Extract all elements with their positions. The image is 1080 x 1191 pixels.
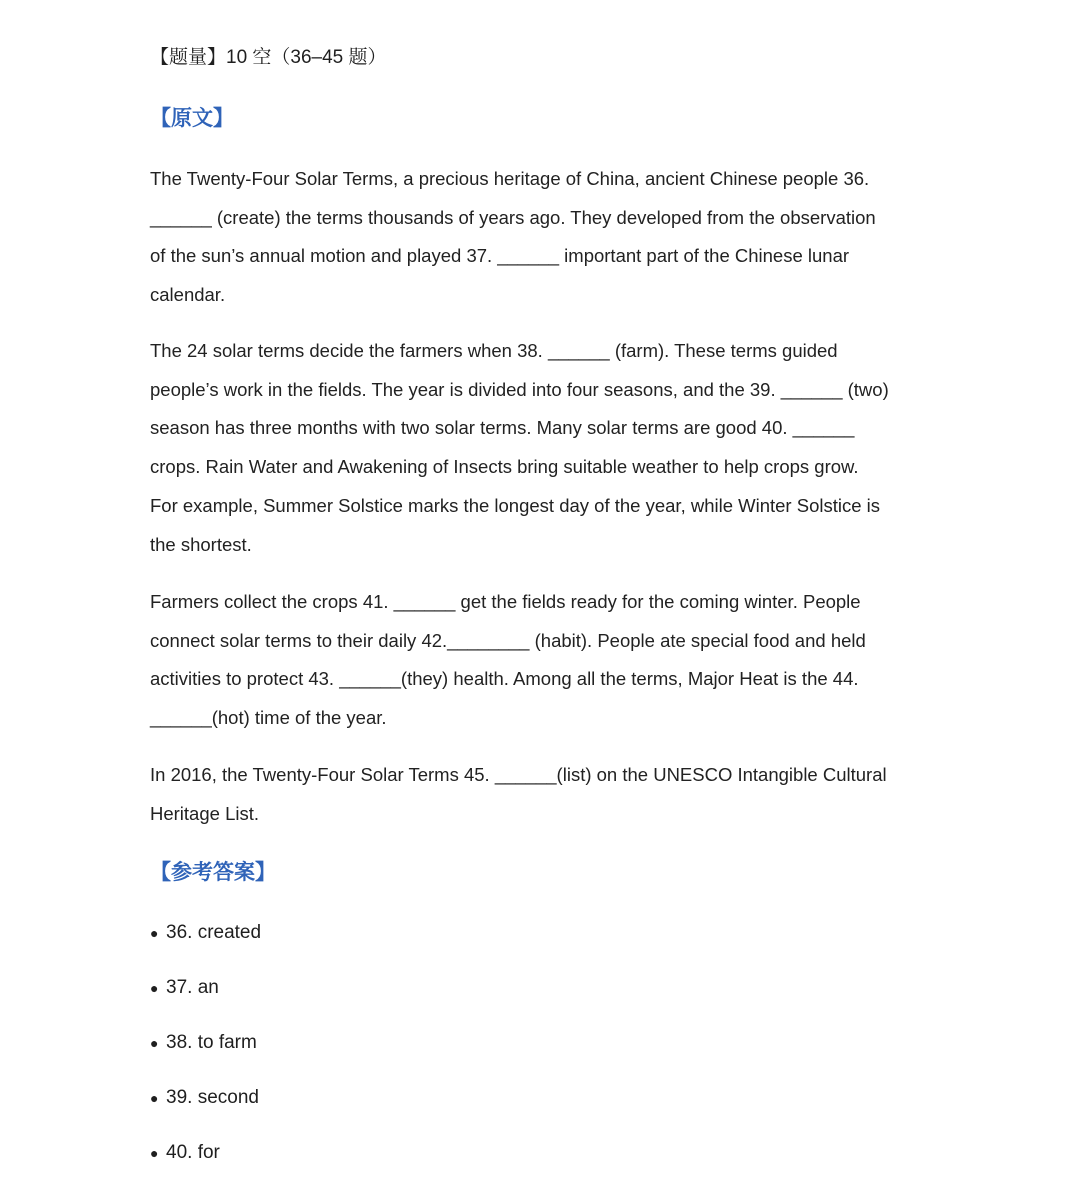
passage-line: crops. Rain Water and Awakening of Insects bring suitable weather to help crops grow. (150, 456, 859, 478)
bullet-icon: ● (150, 980, 159, 996)
answer-text: 36. created (166, 922, 262, 943)
passage-line: calendar. (150, 284, 226, 306)
passage-line: For example, Summer Solstice marks the longest day of the year, while Winter Solstice is (150, 494, 881, 516)
passage-line: of the sun’s annual motion and played 37. ______ important part of the Chinese lunar (150, 245, 850, 267)
passage-paragraph-1 (150, 160, 940, 315)
passage-paragraph-4 (150, 756, 940, 833)
passage-paragraph-2 (150, 332, 940, 564)
bullet-icon: ● (150, 1090, 159, 1106)
passage-line: The 24 solar terms decide the farmers when 38. ______ (farm). These terms guided (150, 340, 838, 361)
answer-text: 37. an (166, 977, 219, 998)
passage-line: activities to protect 43. ______(they) health. Among all the terms, Major Heat is the 44. (150, 668, 859, 690)
passage-line: ______ (create) the terms thousands of years ago. They developed from the observation (150, 206, 876, 228)
answer-list (150, 916, 261, 1191)
passage-line: ______(hot) time of the year. (150, 707, 387, 729)
passage-line: Heritage List. (150, 802, 259, 824)
bullet-icon: ● (150, 1145, 159, 1161)
passage-line: Farmers collect the crops 41. ______ get the fields ready for the coming winter. People (150, 591, 861, 612)
answer-text: 40. for (166, 1142, 220, 1163)
answer-item (150, 1136, 261, 1191)
question-quantity: 【题量】10 空（36–45 题） (150, 47, 387, 68)
passage-line: In 2016, the Twenty-Four Solar Terms 45. ______(list) on the UNESCO Intangible Cultural (150, 764, 887, 785)
answer-item (150, 916, 261, 971)
bullet-icon: ● (150, 1035, 159, 1051)
answer-text: 39. second (166, 1087, 259, 1108)
bullet-icon: ● (150, 925, 159, 941)
answer-item (150, 1026, 261, 1081)
answer-key-heading: 【参考答案】 (150, 861, 276, 884)
passage-line: connect solar terms to their daily 42.________ (habit). People ate special food and held (150, 629, 866, 651)
passage-paragraph-3 (150, 583, 940, 738)
passage-line: the shortest. (150, 533, 252, 555)
answer-item (150, 1081, 261, 1136)
original-text-heading: 【原文】 (150, 107, 234, 130)
answer-item (150, 971, 261, 1026)
passage-line: people’s work in the fields. The year is divided into four seasons, and the 39. ______ (two) (150, 378, 889, 400)
passage-line: season has three months with two solar terms. Many solar terms are good 40. ______ (150, 417, 855, 439)
answer-text: 38. to farm (166, 1032, 257, 1053)
passage-line: The Twenty-Four Solar Terms, a precious heritage of China, ancient Chinese people 36. (150, 168, 870, 189)
